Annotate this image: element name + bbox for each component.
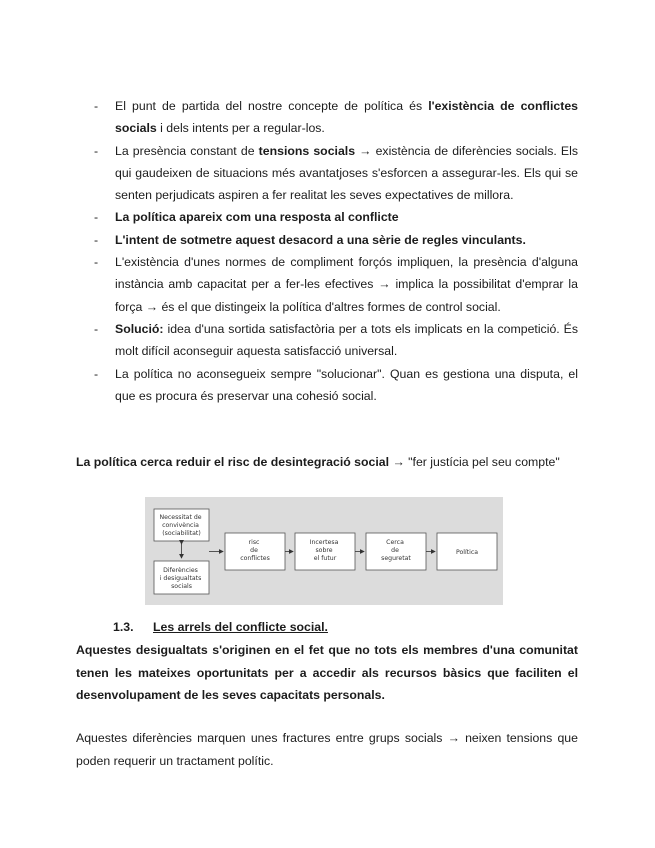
bullet-text: El punt de partida del nostre concepte de política és bbox=[115, 99, 429, 113]
differences-paragraph: Aquestes diferències marquen unes fractures entre grups socials → neixen tensions que poden requerir un tractament polític. bbox=[76, 731, 578, 768]
bullet-item bbox=[94, 140, 578, 207]
bullet-bold-text: L'intent de sotmetre aquest desacord a una sèrie de regles vinculants. bbox=[115, 232, 526, 247]
conflict-diagram bbox=[145, 497, 503, 605]
bullet-bold-text: Solució: bbox=[115, 321, 164, 336]
label-politica: Política bbox=[455, 549, 479, 556]
label-necessitat: Necessitat de convivència (sociabilitat) bbox=[159, 514, 202, 537]
label-diferencies: Diferències i desigualtats socials bbox=[159, 567, 202, 590]
label-incertesa: Incertesa sobre el futur bbox=[309, 539, 339, 562]
bullet-marker: - bbox=[94, 255, 99, 270]
summary-bold: La política cerca reduir el risc de desintegració social bbox=[76, 455, 390, 469]
summary-rest: → "fer justícia pel seu compte" bbox=[389, 455, 560, 469]
bullet-text: → existència de diferències socials. Els qui gaudeixen de situacions més avantatjoses s'esforcen a assegurar-les. Els qui se senten perjudicats aspiren a fer realitat les seves expectatives de millora. bbox=[115, 143, 578, 203]
bullet-text: L'existència d'unes normes de compliment forçós impliquen, la presència d'alguna instància amb capacitat per a fer-les efectives → implica la possibilitat d'emprar la força → és el que distingeix la política d'altres formes de control social. bbox=[115, 255, 578, 314]
label-cerca: Cerca de seguretat bbox=[381, 539, 411, 562]
section-title: Les arrels del conflicte social. bbox=[153, 620, 328, 634]
bullet-item bbox=[94, 95, 578, 140]
section-number: 1.3. bbox=[113, 620, 134, 634]
bullet-item bbox=[94, 363, 578, 408]
summary-paragraph bbox=[76, 451, 578, 474]
bullet-bold-text: tensions socials bbox=[258, 143, 356, 158]
diagram-svg bbox=[145, 497, 503, 605]
label-risc: risc de conflictes bbox=[240, 539, 270, 562]
bullet-bold-text: l'existència de conflictes socials bbox=[115, 99, 578, 136]
bullet-marker: - bbox=[94, 232, 99, 247]
bullet-marker: - bbox=[94, 366, 99, 381]
bullet-marker: - bbox=[94, 99, 99, 113]
bullet-bold-text: La política apareix com una resposta al conflicte bbox=[115, 210, 399, 225]
section-heading bbox=[113, 616, 328, 638]
bullet-item bbox=[94, 206, 578, 228]
bullet-item bbox=[94, 318, 578, 363]
roots-paragraph: Aquestes desigualtats s'originen en el fet que no tots els membres d'una comunitat tenen les mateixes oportunitats per a accedir als recursos bàsics que faciliten el desenvolupament de les seves capacitats personals. bbox=[76, 643, 578, 702]
bullet-marker: - bbox=[94, 321, 99, 336]
bullet-item bbox=[94, 251, 578, 318]
bullet-item bbox=[94, 229, 578, 251]
bullet-text: i dels intents per a regular-los. bbox=[156, 121, 325, 136]
bullet-text: La presència constant de bbox=[115, 143, 259, 158]
bullet-marker: - bbox=[94, 143, 99, 158]
bullet-list bbox=[94, 95, 578, 407]
bullet-marker: - bbox=[94, 210, 99, 225]
bullet-text: idea d'una sortida satisfactòria per a tots els implicats en la competició. És molt difícil aconseguir aquesta satisfacció universal. bbox=[115, 321, 578, 359]
bullet-text: La política no aconsegueix sempre "solucionar". Quan es gestiona una disputa, el que es procura és preservar una cohesió social. bbox=[115, 366, 578, 403]
